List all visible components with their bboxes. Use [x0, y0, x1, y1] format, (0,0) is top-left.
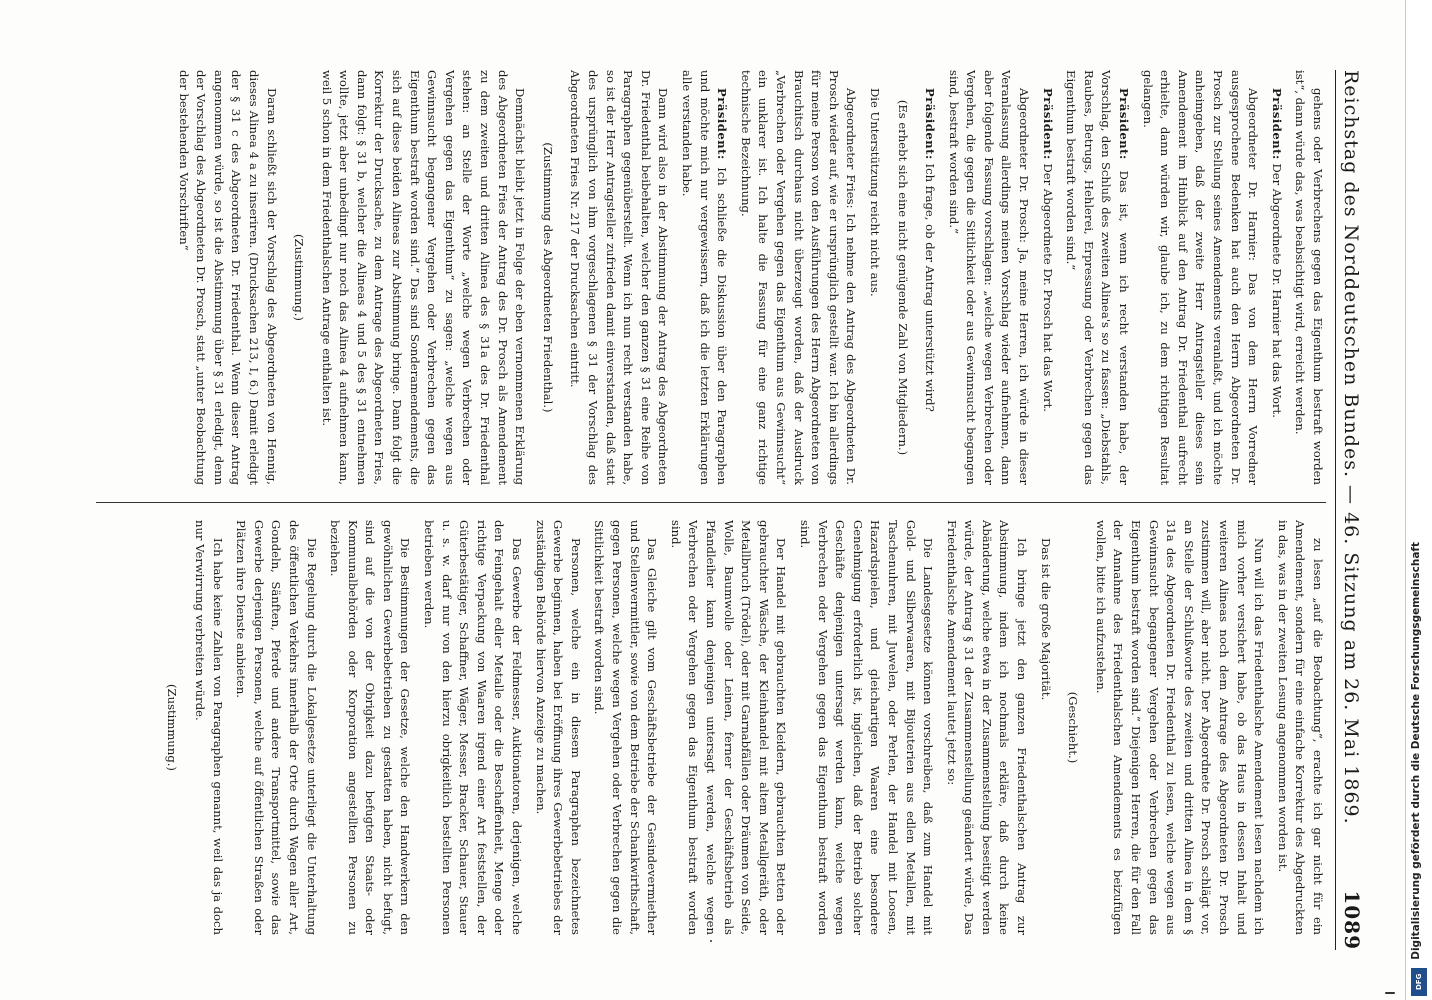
text-paragraph: Nun will ich das Friedenthalsche Amendement lesen nachdem ich mich vorher versichert habe, ob das Haus in dessen Inhalt und weiteren Alineas noch dem Antrage des Abgeordneten Dr. Prosch zustimmen will, aber nicht. Der Abgeordnete Dr. Prosch schlägt vor, an Stelle der Schlußworte des zweiten und dritten Alinea in dem § 31a des Abgeordneten Dr. Friedenthal zu lesen, welche wegen aus Gewinnsucht begangener Vergehen oder Verbrechen gegen das Eigenthum bestraft worden sind.“ Diejenigen Herren, die für den Fall der Annahme des Friedenthalschen Amendements es beizufügen wollen, bitte ich aufzustehen.: [1093, 520, 1267, 935]
page-number: 1089: [1340, 890, 1364, 950]
speech-text: Das ist, wenn ich recht verstanden habe, der Vorschlag, den Schluß des zweiten Alinea's so zu fassen: „Diebstahls, Raubes, Betrugs, Hehlerei, Erpressung oder Verbrechen gegen das Eigenthum bestraft worden sind.“: [1064, 70, 1132, 485]
text-paragraph: Personen, welche ein in diesem Paragraphen bezeichnetes Gewerbe beginnen, haben bei Eröffnung ihres Gewerbebetriebes der zuständigen Behörde hiervon Anzeige zu machen.: [533, 520, 583, 935]
text-paragraph: zu lesen „auf die Beobachtung“, erachte ich gar nicht für ein Amendement, sondern für eine einfache Korrektur des Abgedruckten in das, was in der zweiten Lesung angenommen worden ist.: [1275, 520, 1325, 935]
speaker-name: Präsident:: [1040, 88, 1055, 160]
stage-direction: (Zustimmung des Abgeordneten Friedenthal.): [540, 142, 555, 413]
text-paragraph: Ich habe keine Zahlen von Paragraphen genannt, weil das ja doch nur Verwirrung verbreiten würde.: [192, 520, 225, 935]
text-paragraph: Ich bringe jetzt den ganzen Friedenthalschen Antrag zur Abstimmung, indem ich nochmals erkläre, daß durch keine Abänderung, welche etwa in der Zusammenstellung beseitigt werden würde, der Antrag § 31 der Zusammenstellung geändert würde, Das Friedenthalsche Amendement lautet jetzt so:: [944, 520, 1030, 935]
text-paragraph: Abgeordneter Dr. Harnier: Das von dem Herrn Vorredner ausgesprochene Bedenken hat auch den Herrn Abgeordneten Dr. Prosch zur Stellung seines Amendements veranlaßt, und ich möchte anheimgeben, daß der zweite Herr Antragsteller dieses sein Amendement im Hinblick auf den Antrag Dr. Friedenthal aufrecht erhielte, dann würden wir, glaube ich, zu dem richtigen Resultat gelangen.: [1140, 70, 1261, 485]
text-paragraph: Daran schließt sich der Vorschlag des Abgeordneten von Hennig, dieses Alinea 4 a zu inseriren. (Drucksachen 213, I, 6.) Damit erledigt der § 31 c des Abgeordneten Dr. Friedenthal. Wenn dieser Antrag angenommen würde, so ist die Abstimmung über § 31 erledigt, denn der Vorschlag des Abgeordneten Dr. Prosch, statt „unter Beobachtung der bestehenden Vorschriften“: [176, 70, 279, 485]
speaker-name: Präsident:: [1269, 88, 1284, 160]
speech-text: Ich schließe die Diskussion über den Paragraphen und möchte mich nur vergewissern, daß ich die letzten Erklärungen alle verstanden habe.: [680, 70, 730, 485]
speech-paragraph: [1062, 70, 1132, 485]
text-paragraph: Abgeordneter Fries: Ich nehme den Antrag des Abgeordneten Dr. Prosch wieder auf, wie er ursprünglich gestellt war. Ich bin allerdings für meine Person von den Ausführungen des Herrn Abgeordneten von Brauchitsch durchaus nicht überzeugt worden, daß der Ausdruck „Verbrechen oder Vergehen gegen das Eigenthum aus Gewinnsucht“ ein unklarer ist. Ich halte die Fassung für eine ganz richtige technische Bezeichnung.: [738, 70, 859, 485]
left-text-column: [96, 70, 1326, 485]
stage-direction: (Zustimmung.): [292, 234, 307, 321]
text-paragraph: Die Regelung durch die Lokalgesetze unterliegt die Unterhaltung des öffentlichen Verkehrs innerhalb der Orte durch Wagen aller Art, Gondeln, Sänften, Pferde und andere Transportmittel, sowie das Gewerbe derjenigen Personen, welche auf öffentlichen Straßen oder Plätzen ihre Dienste anbieten.: [234, 520, 319, 935]
column-divider: [96, 502, 1326, 503]
header-title: Reichstag des Norddeutschen Bundes. — 46. Sitzung am 26. Mai 1869.: [1340, 70, 1362, 825]
text-paragraph: Demnächst bleibt jetzt in Folge der eben vernommenen Erklärung des Abgeordneten Fries der Antrag des Dr. Prosch als Amendement zu dem zweiten und dritten Alinea des § 31a des Dr. Friedenthal stehen: an Stelle der Worte „welche wegen Verbrechen oder Vergehen gegen das Eigenthum“ zu sagen: „welche wegen aus Gewinnsucht begangener Vergehen oder Verbrechen gegen das Eigenthum bestraft worden sind.“ Das sind Sonderamendements, die sich auf diese beiden Alineas zur Abstimmung bringe. Dann folgt die Korrektur der Drucksache, zu dem Antrage des Abgeordneten Fries, dann folgt: § 31 b, welcher die Alineas 4 und 5 des § 31 entnehmen wollte, jetzt aber unbedingt nur noch das Alinea 4 aufnehmen kann, weil 5 schon in dem Friedenthalschen Antrage enthalten ist.: [319, 70, 528, 485]
stage-direction: (Geschieht.): [1066, 691, 1081, 764]
text-paragraph: Die Unterstützung reicht nicht aus.: [867, 88, 882, 297]
text-paragraph: gehens oder Verbrechens gegen das Eigenthum bestraft worden ist“, dann würde das, was beabsichtigt wird, erreicht werden.: [1293, 70, 1325, 485]
scan-speck: [710, 940, 712, 942]
speech-text: Der Abgeordnete Dr. Prosch hat das Wort.: [1040, 159, 1055, 412]
speech-paragraph: [677, 70, 730, 485]
text-paragraph: Abgeordneter Dr. Prosch: Ja, meine Herren, ich würde in dieser Veranlassung allerdings meinen Vorschlag wieder aufnehmen, dann aber folgende Fassung vorschlagen: „welche wegen Verbrechen oder Vergehen, die gegen die Sittlichkeit oder aus Gewinnsucht begangen sind, bestraft worden sind.“: [946, 70, 1032, 485]
text-paragraph: Die Bestimmungen der Gesetze, welche den Handwerkern den gewöhnlichen Gewerbebetrieben zu gestatten haben, nicht befugt, sind auf die von der Obrigkeit dazu befugten Staats- oder Kommunalbehörden oder Korporation angestellten Personen zu beziehen.: [328, 520, 413, 935]
speaker-name: Präsident:: [923, 88, 938, 160]
speaker-name: Präsident:: [715, 88, 730, 160]
stage-direction: (Es erhebt sich eine nicht genügende Zahl von Mitgliedern.): [895, 99, 910, 456]
speech-paragraph: [1267, 70, 1285, 485]
right-text-column: [96, 520, 1326, 935]
speech-text: Ich frage, ob der Antrag unterstützt wird?: [923, 159, 938, 412]
funding-credit: Digitalisierung gefördert durch die Deutsche Forschungsgemeinschaft: [1410, 542, 1422, 960]
speech-paragraph: [921, 70, 939, 485]
stage-direction: (Zustimmung.): [165, 684, 180, 771]
text-paragraph: Die Landesgesetze können vorschreiben, daß zum Handel mit Gold- und Silberwaaren, mit Bijouterien aus edlen Metallen, mit Taschenuhren, mit Juwelen, oder Perlen, der Handel mit Loosen, Hazardspielen, und gleichartigen Waaren eine besondere Genehmigung erforderlich ist, ingleichen, daß der Betrieb solcher Geschäfte denjenigen untersagt werden kann, welche wegen Verbrechen oder Vergehen gegen das Eigenthum bestraft worden sind.: [797, 520, 936, 935]
dfg-logo-icon: DFG: [1411, 968, 1427, 996]
credit-sidebar: [1405, 0, 1432, 1000]
speech-paragraph: [1038, 70, 1056, 485]
text-paragraph: Dann wird also in der Abstimmung der Antrag des Abgeordneten Dr. Friedenthal beibehalten, welcher den ganzen § 31 eine Reihe von Paragraphen gegenüberstellt. Wenn ich nun recht verstanden habe, so ist der Herr Antragsteller zufrieden damit einverstanden, daß statt des ursprünglich von ihm vorgeschlagenen § 31 der Vorschlag des Abgeordneten Fries Nr. 217 der Drucksachen eintritt.: [568, 70, 671, 485]
speaker-name: Präsident:: [1117, 88, 1132, 160]
page-header: [1335, 70, 1380, 950]
text-paragraph: Das Gleiche gilt vom Geschäftsbetriebe der Gesindevermiether und Stellenvermittler, sowie von dem Betriebe der Schankwirthschaft, gegen Personen, welche wegen Vergehen oder Verbrechen gegen die Sittlichkeit bestraft worden sind.: [592, 520, 660, 935]
text-paragraph: Das Gewerbe der Feldmesser, Auktionatoren, derjenigen, welche den Feingehalt edler Metalle oder die Beschaffenheit, Menge oder richtige Verpackung von Waaren irgend einer Art feststellen, der Güterbestätiger, Schaffner, Wäger, Messer, Bracker, Schauer, Stauer u. s. w. darf nur von den hierzu obrigkeitlich bestellten Personen betrieben werden.: [422, 520, 525, 935]
text-paragraph: Der Handel mit gebrauchten Kleidern, gebrauchten Betten oder gebrauchter Wäsche, der Kleinhandel mit altem Metallgeräth, oder Metallbruch (Trödel), oder mit Garnabfällen oder Dräumen von Seide, Wolle, Baumwolle oder Leinen, ferner der Geschäftsbetrieb als Pfandleiher kann denjenigen untersagt werden, welche wegen Verbrechen oder Vergehen gegen das Eigenthum bestraft worden sind.: [668, 520, 789, 935]
text-paragraph: Das ist die große Majorität.: [1038, 538, 1053, 701]
scan-speck: [1385, 992, 1395, 994]
speech-text: Der Abgeordnete Dr. Harnier hat das Wort.: [1269, 159, 1284, 418]
